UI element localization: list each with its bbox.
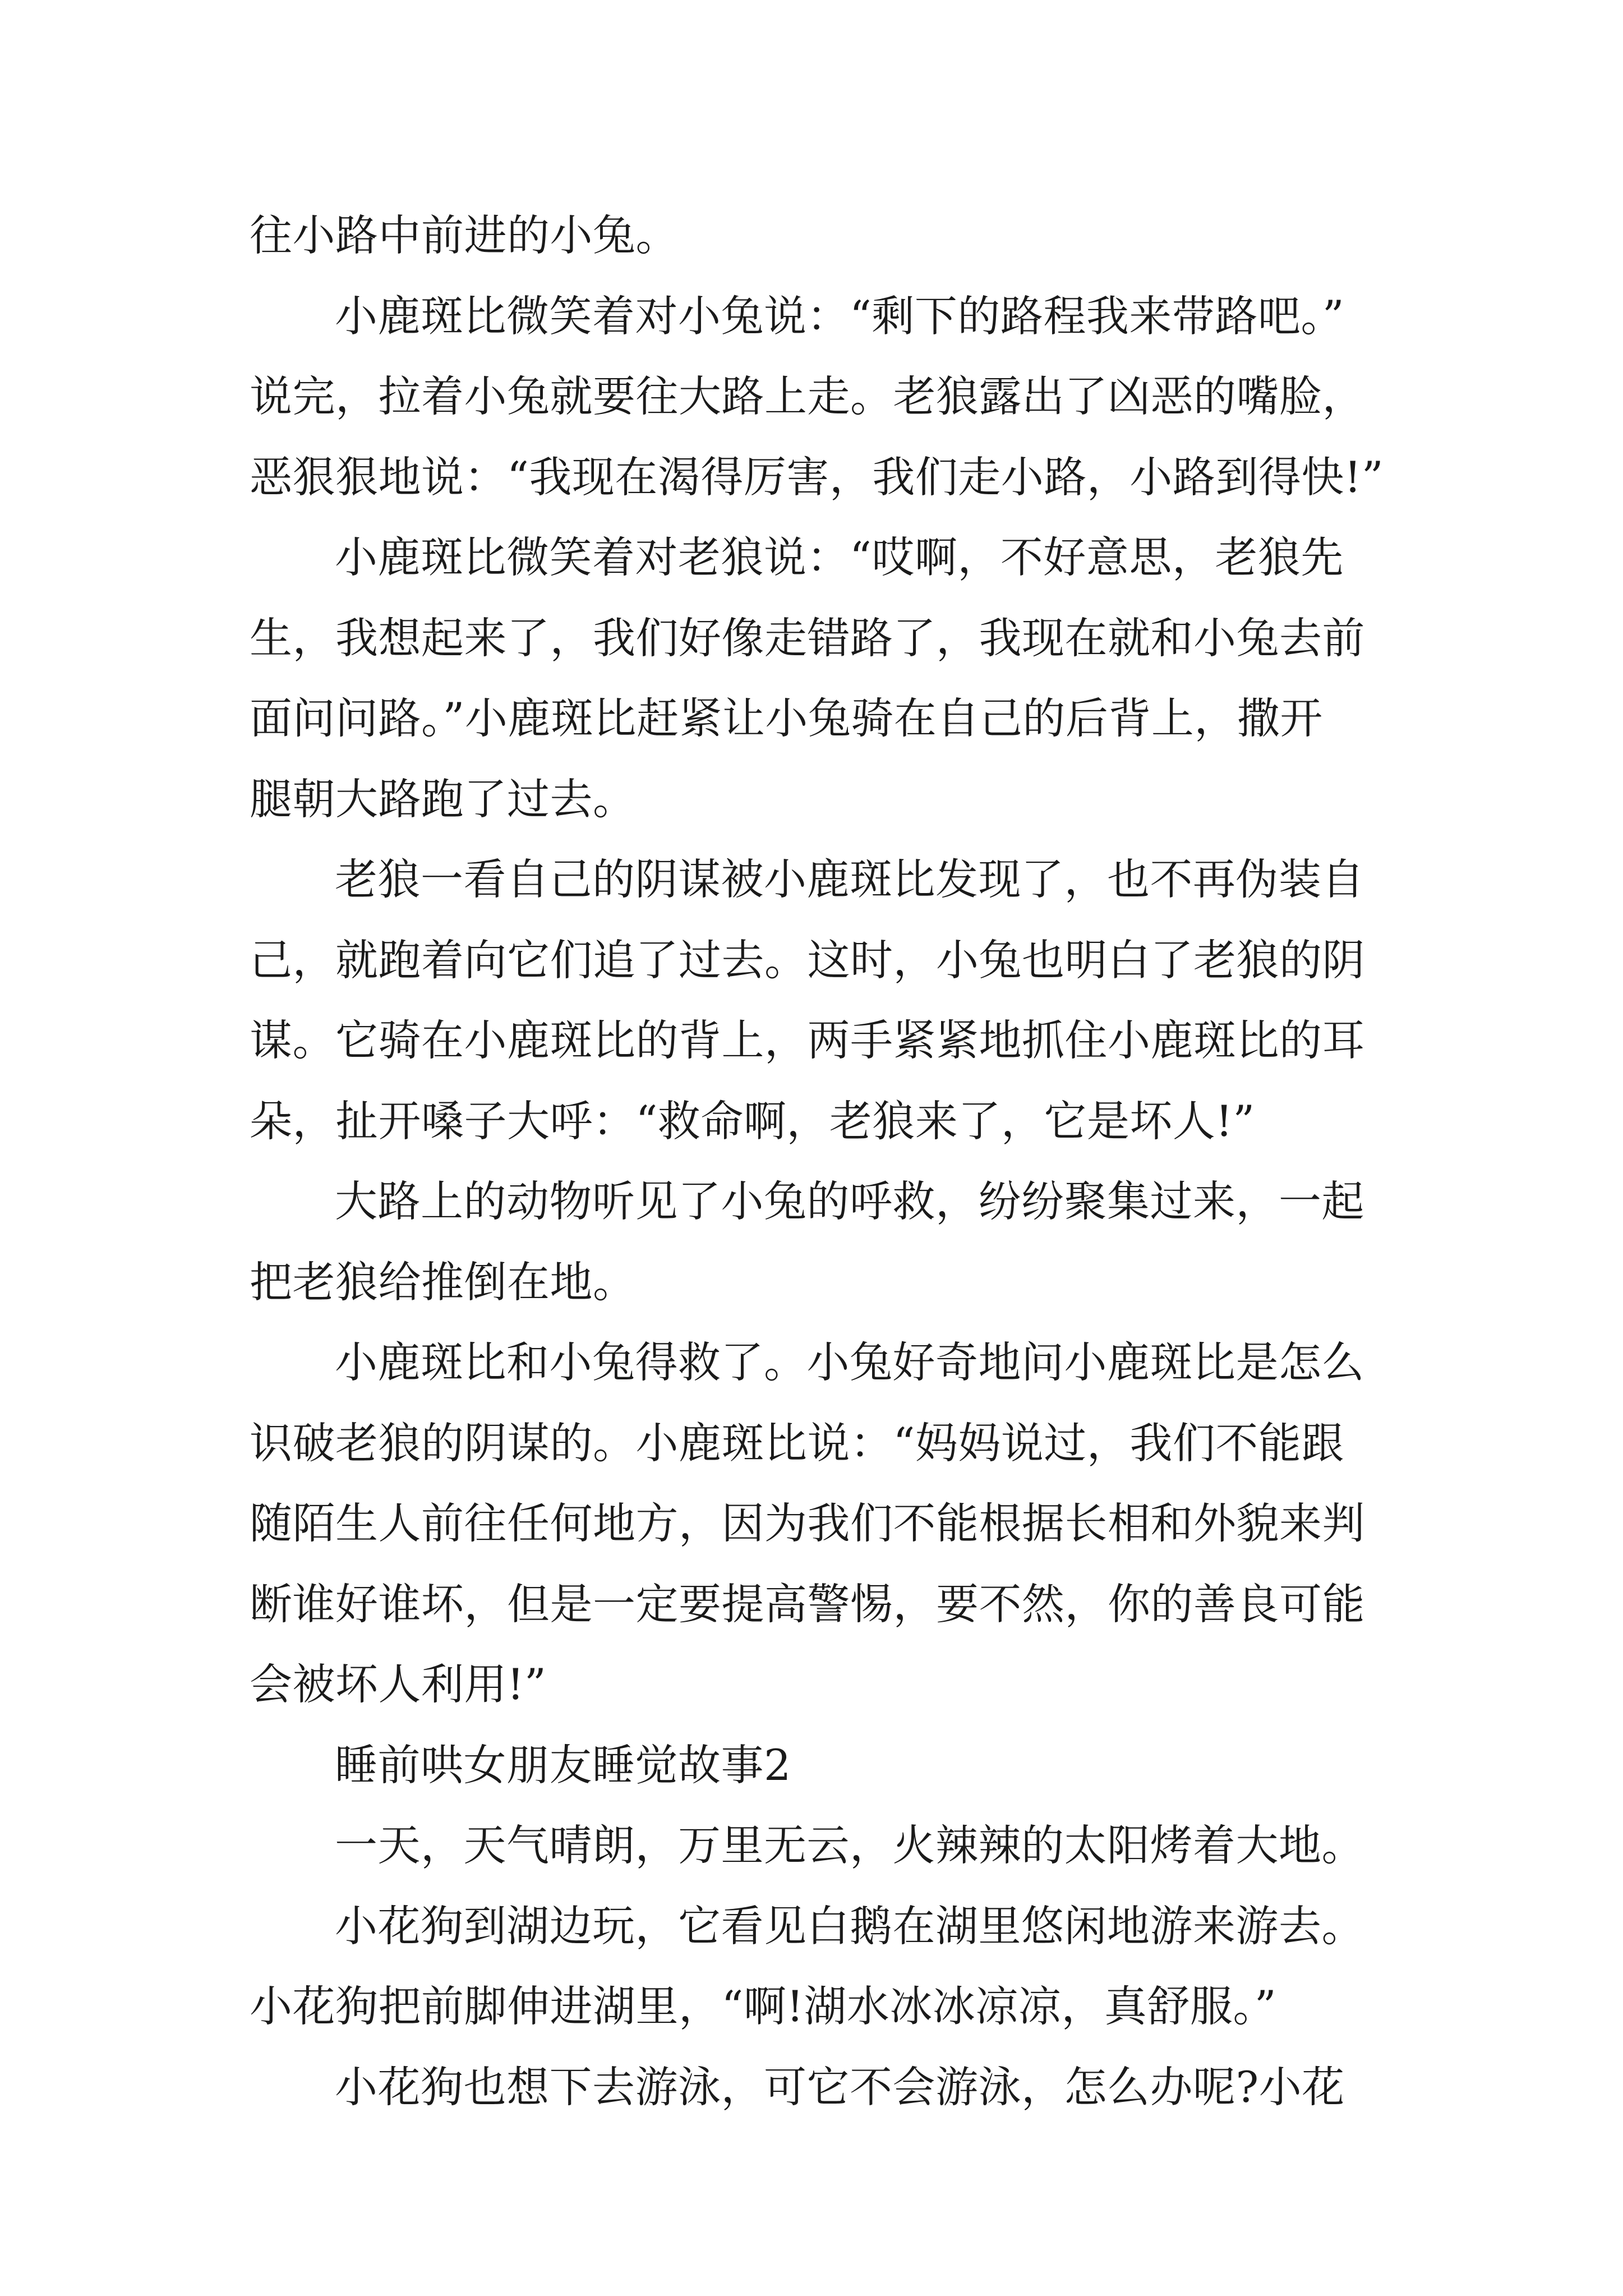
- text-line: 说完，拉着小兔就要往大路上走。老狼露出了凶恶的嘴脸，: [250, 371, 1365, 421]
- text-line: 往小路中前进的小兔。: [250, 210, 679, 260]
- text-line: 大路上的动物听见了小兔的呼救，纷纷聚集过来，一起: [335, 1176, 1364, 1226]
- text-line: 小花狗把前脚伸进湖里，“啊!湖水冰冰凉凉，真舒服。”: [250, 1981, 1277, 2031]
- text-line: 睡前哄女朋友睡觉故事2: [335, 1740, 791, 1790]
- text-line: 小花狗也想下去游泳，可它不会游泳，怎么办呢?小花: [335, 2062, 1345, 2112]
- text-line: 一天，天气晴朗，万里无云，火辣辣的太阳烤着大地。: [335, 1820, 1364, 1870]
- text-line: 小鹿斑比微笑着对老狼说：“哎啊，不好意思，老狼先: [335, 532, 1344, 582]
- text-line: 老狼一看自己的阴谋被小鹿斑比发现了，也不再伪装自: [335, 854, 1364, 904]
- text-line: 恶狠狠地说：“我现在渴得厉害，我们走小路，小路到得快!”: [250, 452, 1384, 502]
- text-line: 识破老狼的阴谋的。小鹿斑比说：“妈妈说过，我们不能跟: [250, 1418, 1344, 1468]
- text-line: 会被坏人利用!”: [250, 1659, 547, 1709]
- text-line: 小鹿斑比微笑着对小兔说：“剩下的路程我来带路吧。”: [335, 291, 1345, 341]
- text-line: 小花狗到湖边玩，它看见白鹅在湖里悠闲地游来游去。: [335, 1901, 1364, 1951]
- text-line: 随陌生人前往任何地方，因为我们不能根据长相和外貌来判: [250, 1498, 1365, 1548]
- text-line: 腿朝大路跑了过去。: [250, 774, 636, 824]
- text-line: 小鹿斑比和小兔得救了。小兔好奇地问小鹿斑比是怎么: [335, 1337, 1364, 1387]
- text-line: 断谁好谁坏，但是一定要提高警惕，要不然，你的善良可能: [250, 1579, 1365, 1629]
- text-line: 面问问路。”小鹿斑比赶紧让小兔骑在自己的后背上，撒开: [250, 693, 1323, 743]
- text-line: 谋。它骑在小鹿斑比的背上，两手紧紧地抓住小鹿斑比的耳: [250, 1015, 1365, 1065]
- text-line: 生，我想起来了，我们好像走错路了，我现在就和小兔去前: [250, 613, 1365, 663]
- text-line: 己，就跑着向它们追了过去。这时，小兔也明白了老狼的阴: [250, 935, 1365, 985]
- story-text: [250, 195, 1384, 2127]
- text-line: 把老狼给推倒在地。: [250, 1257, 636, 1307]
- text-line: 朵，扯开嗓子大呼：“救命啊，老狼来了，它是坏人!”: [250, 1096, 1255, 1146]
